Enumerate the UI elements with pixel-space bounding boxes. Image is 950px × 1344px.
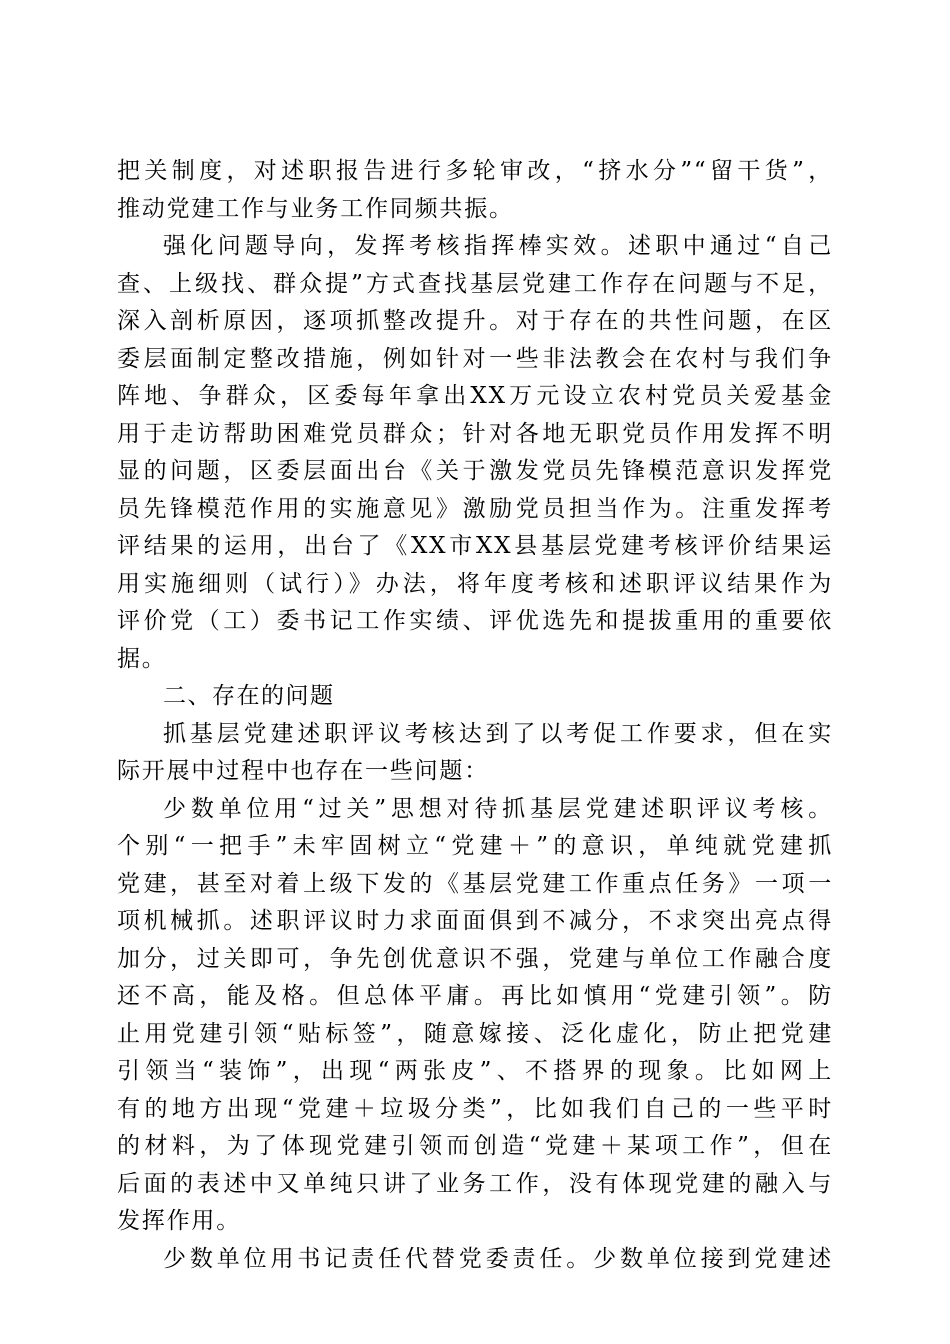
text-line: 后面的表述中又单纯只讲了业务工作，没有体现党建的融入与: [117, 1170, 833, 1197]
text-line: 用实施细则（试行）》办法，将年度考核和述职评议结果作为: [117, 570, 833, 597]
text-line: 抓基层党建述职评议考核达到了以考促工作要求，但在实: [163, 720, 833, 747]
text-line: 把关制度，对述职报告进行多轮审改，“挤水分”“留干货”，: [117, 158, 833, 184]
text-line: 加分，过关即可，争先创优意识不强，党建与单位工作融合度: [117, 945, 833, 972]
paragraph-problems-intro: [117, 716, 833, 791]
text-line: 有的地方出现“党建＋垃圾分类”，比如我们自己的一些平时: [117, 1095, 833, 1122]
text-line: 员先锋模范作用的实施意见》激励党员担当作为。注重发挥考: [117, 495, 833, 522]
text-line: 显的问题，区委层面出台《关于激发党员先锋模范意识发挥党: [117, 458, 833, 484]
text-line: 际开展中过程中也存在一些问题：: [117, 758, 489, 784]
text-line: 委层面制定整改措施，例如针对一些非法教会在农村与我们争: [117, 345, 833, 372]
document-page: [117, 153, 833, 1278]
paragraph-pass-mentality: [117, 791, 833, 1241]
paragraph-problem-orientation: [117, 228, 833, 678]
text-line: 深入剖析原因，逐项抓整改提升。对于存在的共性问题，在区: [117, 308, 833, 334]
text-line: 项机械抓。述职评议时力求面面俱到不减分，不求突出亮点得: [117, 908, 833, 934]
text-line: 党建，甚至对着上级下发的《基层党建工作重点任务》一项一: [117, 870, 833, 897]
text-line: 少数单位用“过关”思想对待抓基层党建述职评议考核。: [163, 795, 833, 822]
text-line: 引领当“装饰”，出现“两张皮”、不搭界的现象。比如网上: [117, 1058, 833, 1084]
paragraph-audit-system: [117, 153, 833, 228]
paragraph-secretary-responsibility: [117, 1241, 833, 1279]
text-line: 评价党（工）委书记工作实绩、评优选先和提拔重用的重要依: [117, 608, 833, 634]
text-line: 发挥作用。: [117, 1208, 241, 1234]
section-heading-existing-problems: 二、存在的问题: [163, 683, 335, 709]
text-line: 少数单位用书记责任代替党委责任。少数单位接到党建述: [163, 1245, 833, 1272]
text-line: 个别“一把手”未牢固树立“党建＋”的意识，单纯就党建抓: [117, 833, 833, 859]
text-line: 推动党建工作与业务工作同频共振。: [117, 195, 514, 222]
text-line: 阵地、争群众，区委每年拿出XX万元设立农村党员关爱基金: [117, 383, 833, 409]
text-line: 评结果的运用，出台了《XX市XX县基层党建考核评价结果运: [117, 533, 833, 559]
text-line: 据。: [117, 645, 167, 672]
text-line: 的材料，为了体现党建引领而创造“党建＋某项工作”，但在: [117, 1133, 833, 1159]
text-line: 强化问题导向，发挥考核指挥棒实效。述职中通过“自己: [163, 233, 833, 259]
text-line: 还不高，能及格。但总体平庸。再比如慎用“党建引领”。防: [117, 983, 833, 1009]
text-line: 用于走访帮助困难党员群众；针对各地无职党员作用发挥不明: [117, 420, 833, 447]
text-line: 止用党建引领“贴标签”，随意嫁接、泛化虚化，防止把党建: [117, 1020, 833, 1047]
text-line: 查、上级找、群众提”方式查找基层党建工作存在问题与不足，: [117, 270, 833, 297]
